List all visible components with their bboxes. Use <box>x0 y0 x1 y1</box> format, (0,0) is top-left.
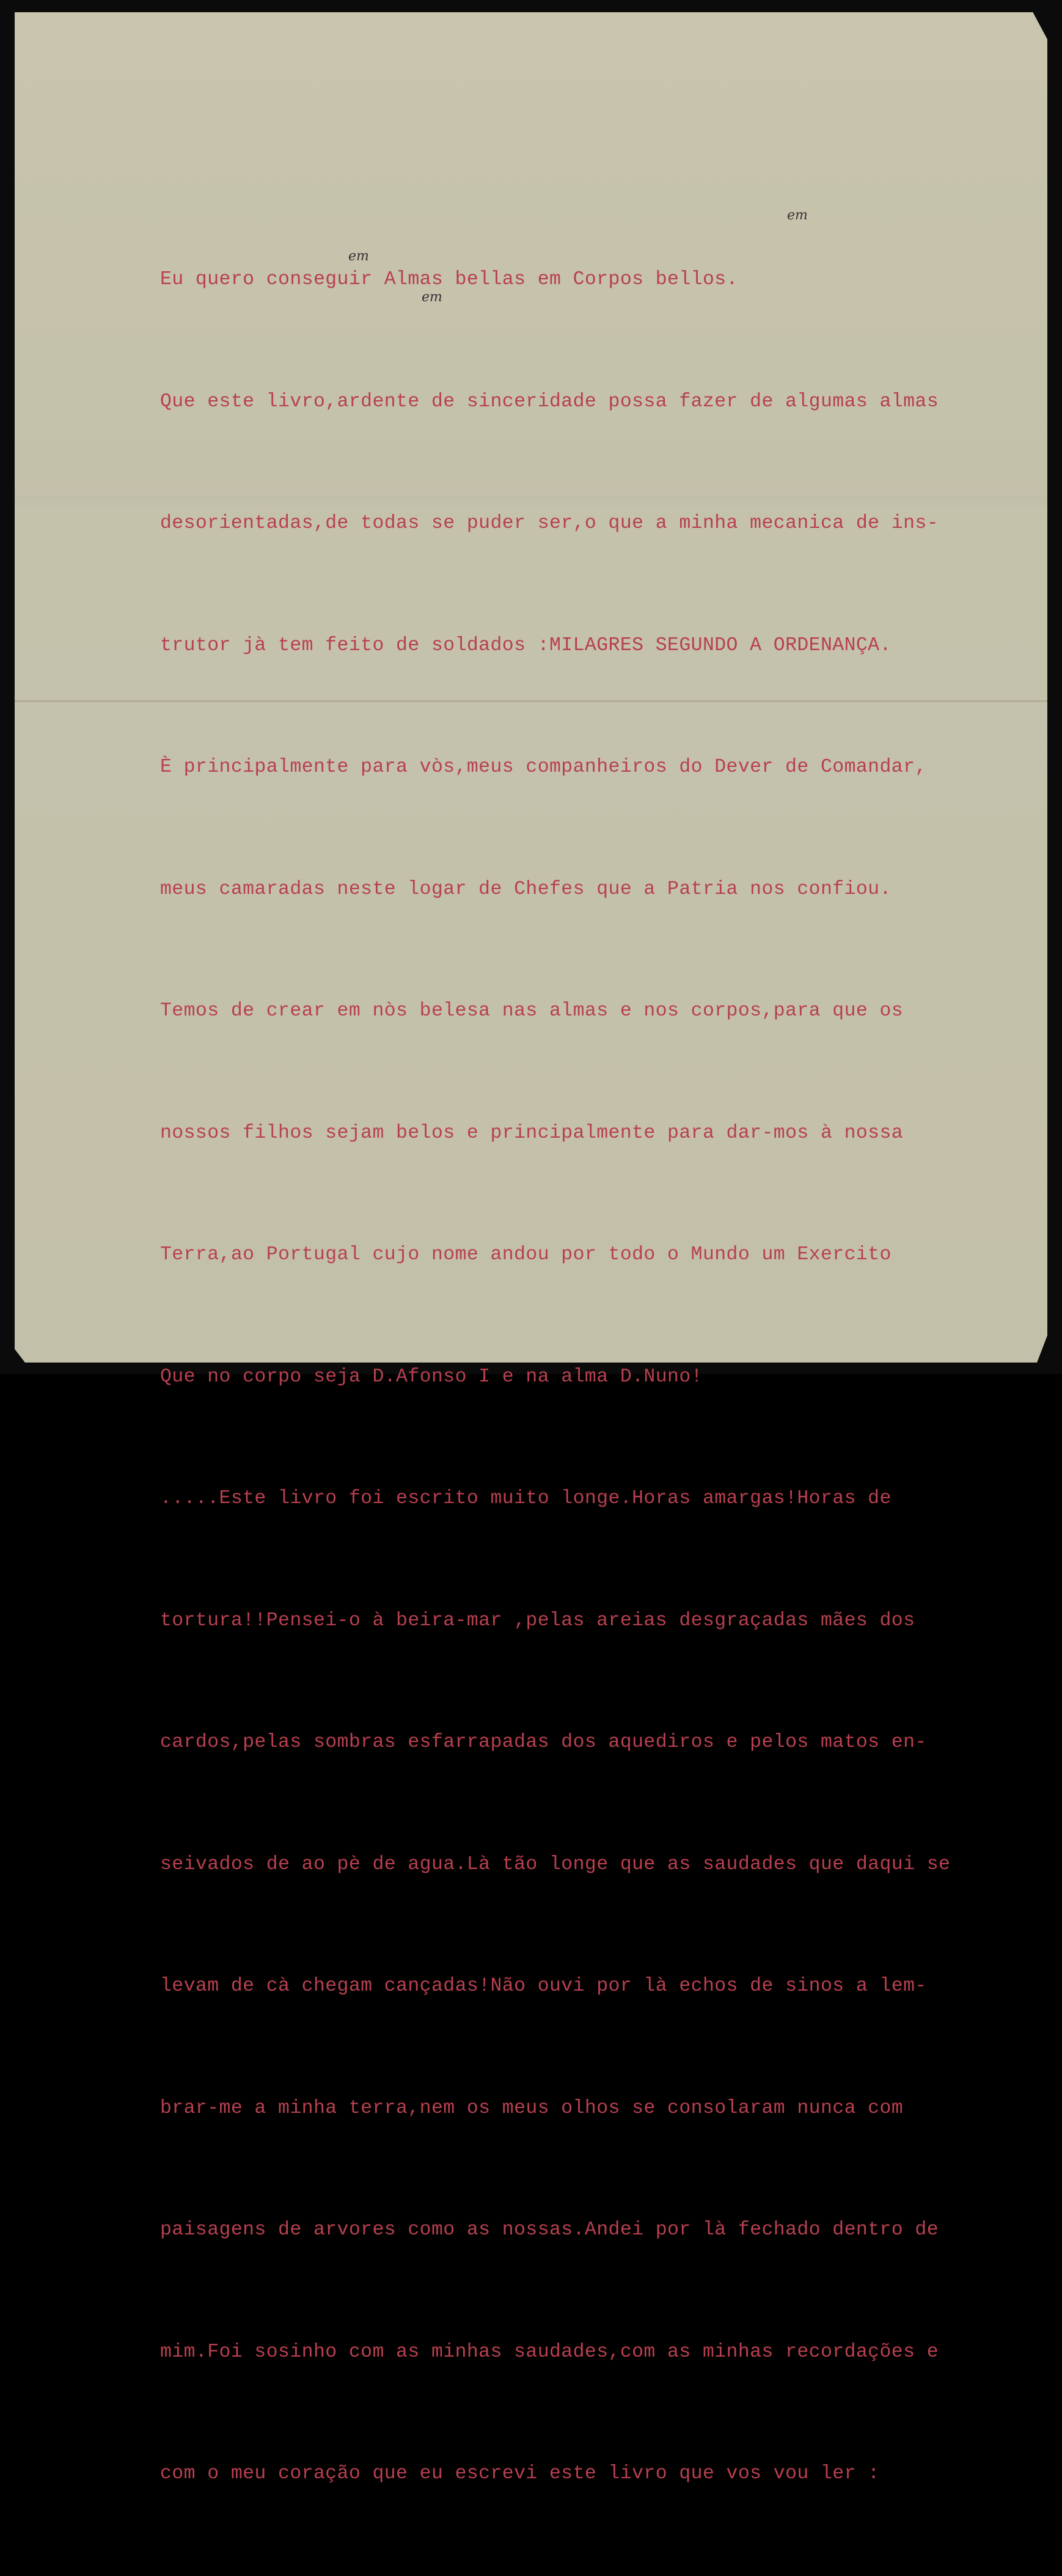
text-line: trutor jà tem feito de soldados :MILAGRES SEGUNDO A ORDENANÇA. <box>160 634 892 656</box>
text-line: brar-me a minha terra,nem os meus olhos se consolaram nunca com <box>160 2097 904 2119</box>
text-line: .....Este livro foi escrito muito longe.Horas amargas!Horas de <box>160 1488 892 1509</box>
text-line: com o meu coração que eu escrevi este livro que vos vou ler : <box>160 2463 880 2484</box>
text-line: Que no corpo seja D.Afonso I e na alma D.Nuno! <box>160 1366 703 1388</box>
text-line: meus camaradas neste logar de Chefes que a Patria nos confiou. <box>160 878 892 900</box>
text-line: Que este livro,ardente de sinceridade possa fazer de algumas almas <box>160 390 939 412</box>
text-line: Eu quero conseguir Almas bellas em Corpos bellos. <box>160 269 738 290</box>
text-line: È principalmente para vòs,meus companheiros do Dever de Comandar, <box>160 756 927 778</box>
text-line: nossos filhos sejam belos e principalmente para dar-mos à nossa <box>160 1122 904 1144</box>
handwritten-correction: em <box>422 290 442 305</box>
text-line: Terra,ao Portugal cujo nome andou por todo o Mundo um Exercito <box>160 1244 892 1265</box>
text-line: seivados de ao pè de agua.Là tão longe que as saudades que daqui se <box>160 1853 951 1875</box>
text-line: levam de cà chegam cançadas!Não ouvi por là echos de sinos a lem- <box>160 1975 927 1997</box>
handwritten-correction: em <box>787 208 808 223</box>
text-line: cardos,pelas sombras esfarrapadas dos aquediros e pelos matos en- <box>160 1732 927 1753</box>
text-line: Temos de crear em nòs belesa nas almas e nos corpos,para que os <box>160 1000 904 1022</box>
text-line: desorientadas,de todas se puder ser,o que a minha mecanica de ins- <box>160 513 939 534</box>
handwritten-correction: em <box>348 249 369 264</box>
typewritten-text <box>160 178 985 2576</box>
text-line: tortura!!Pensei-o à beira-mar ,pelas areias desgraçadas mães dos <box>160 1609 915 1631</box>
text-line: mim.Foi sosinho com as minhas saudades,com as minhas recordações e <box>160 2341 939 2363</box>
text-line: paisagens de arvores como as nossas.Andei por là fechado dentro de <box>160 2219 939 2241</box>
